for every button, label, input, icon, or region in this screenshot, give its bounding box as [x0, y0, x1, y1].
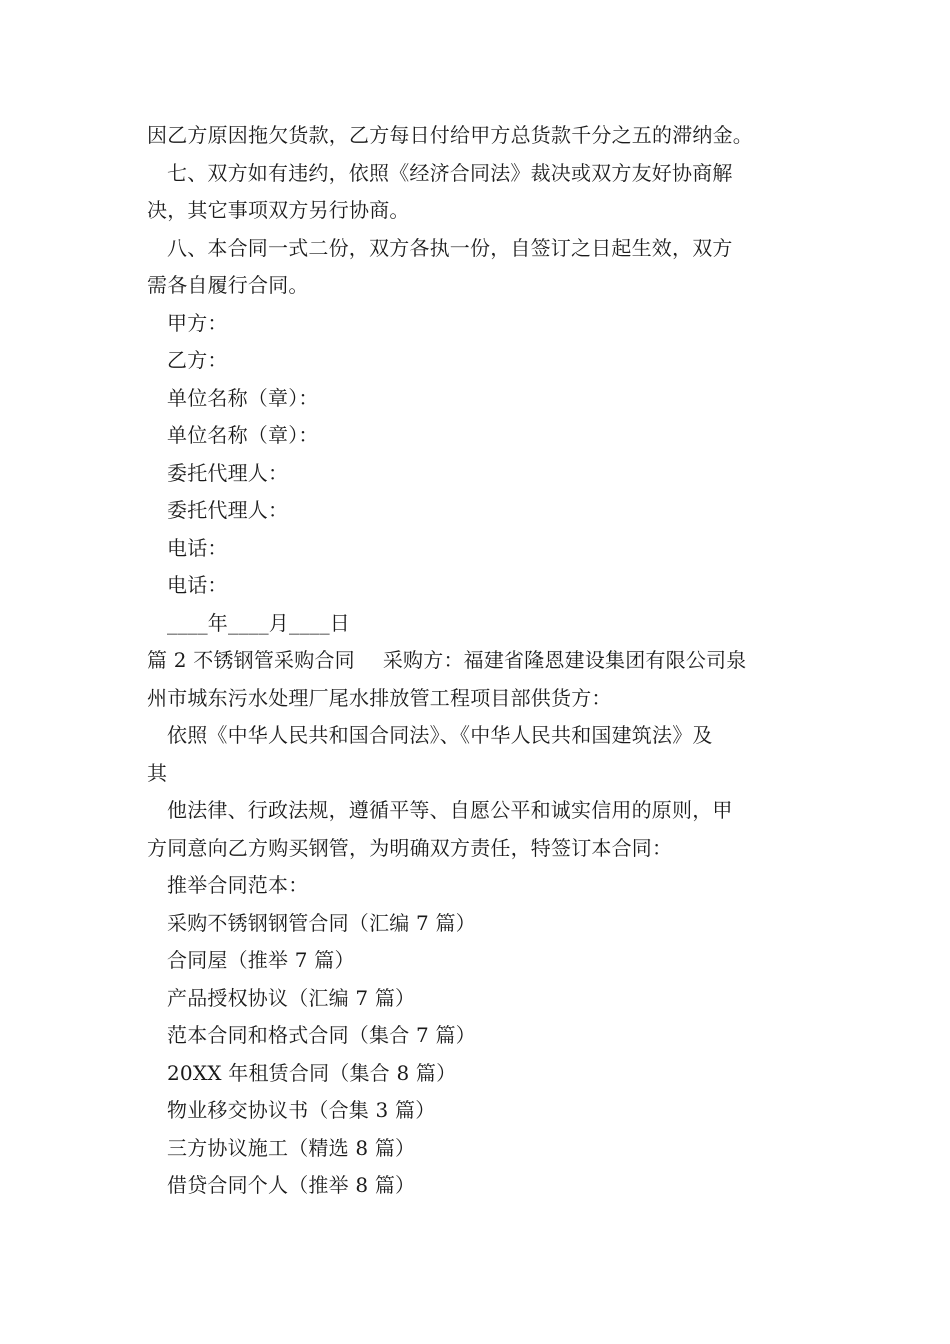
paragraph-line: 方同意向乙方购买钢管，为明确双方责任，特签订本合同： [147, 835, 673, 860]
section-title: 篇 2 不锈钢管采购合同 [147, 648, 355, 672]
recommended-item: 三方协议施工（精选 8 篇） [167, 1135, 416, 1160]
date-line: ____年____月____日 [167, 610, 350, 635]
recommended-item: 采购不锈钢钢管合同（汇编 7 篇） [167, 910, 476, 935]
paragraph-line: 依照《中华人民共和国合同法》、《中华人民共和国建筑法》及 [167, 723, 713, 747]
purchaser-text: 采购方：福建省隆恩建设集团有限公司泉 [382, 648, 747, 672]
clause-eight-line: 八、本合同一式二份，双方各执一份，自签订之日起生效，双方 [167, 235, 733, 260]
recommended-item: 范本合同和格式合同（集合 7 篇） [167, 1023, 476, 1047]
unit-name-label: 单位名称（章）： [167, 385, 319, 410]
recommended-item: 借贷合同个人（推举 8 篇） [167, 1173, 416, 1197]
recommended-item: 合同屋（推举 7 篇） [167, 948, 355, 972]
clause-seven-line: 七、双方如有违约，依照《经济合同法》裁决或双方友好协商解 [167, 160, 733, 185]
document-body [147, 117, 809, 1205]
paragraph-line: 需各自履行合同。 [147, 273, 309, 297]
paragraph-line: 因乙方原因拖欠货款，乙方每日付给甲方总货款千分之五的滞纳金。 [147, 123, 753, 147]
paragraph-line: 其 [147, 760, 168, 785]
recommended-item: 物业移交协议书（合集 3 篇） [167, 1098, 436, 1122]
paragraph-line: 他法律、行政法规，遵循平等、自愿公平和诚实信用的原则，甲 [167, 798, 733, 822]
party-a-label: 甲方： [167, 310, 228, 335]
agent-label: 委托代理人： [167, 460, 289, 485]
recommended-item: 产品授权协议（汇编 7 篇） [167, 985, 416, 1010]
paragraph-line: 州市城东污水处理厂尾水排放管工程项目部供货方： [147, 685, 612, 710]
paragraph-line: 决，其它事项双方另行协商。 [147, 198, 410, 222]
phone-label: 电话： [167, 535, 228, 560]
section-heading-line [147, 642, 809, 680]
agent-label: 委托代理人： [167, 498, 289, 522]
phone-label: 电话： [167, 573, 228, 597]
recommended-item: 20XX 年租赁合同（集合 8 篇） [167, 1060, 457, 1085]
unit-name-label: 单位名称（章）： [167, 423, 319, 447]
recommended-heading: 推举合同范本： [167, 873, 309, 897]
party-b-label: 乙方： [167, 348, 228, 372]
